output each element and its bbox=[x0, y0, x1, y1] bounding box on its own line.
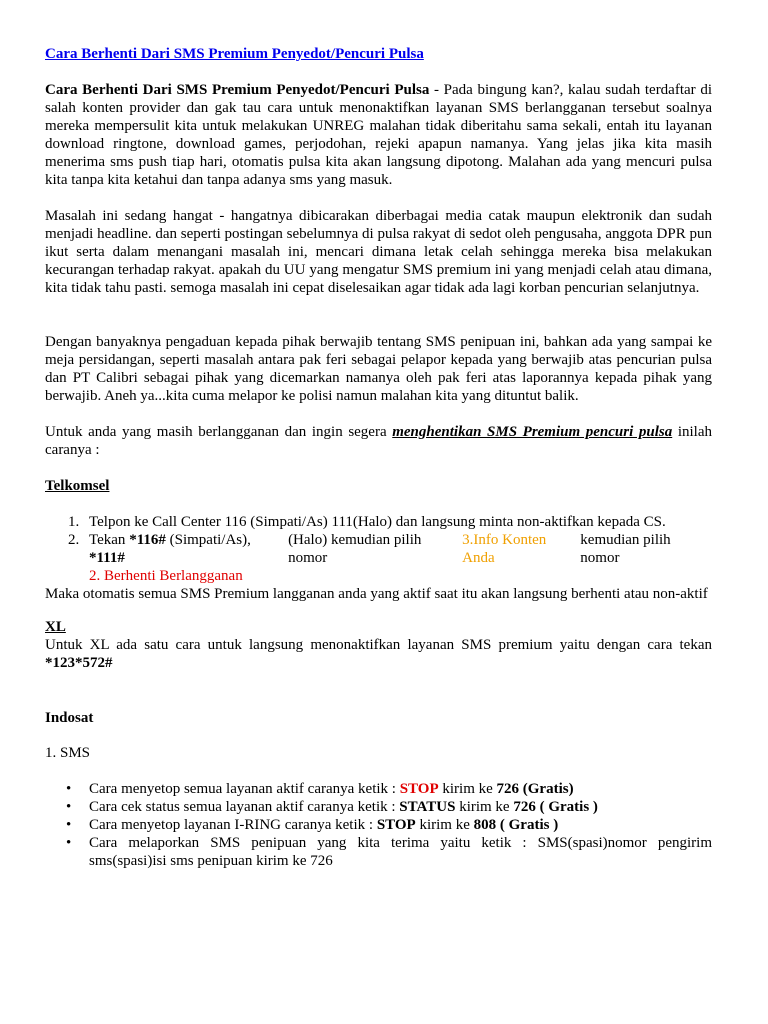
telkomsel-heading: Telkomsel bbox=[45, 478, 110, 494]
paragraph-4 bbox=[45, 423, 712, 459]
telkomsel-item-2 bbox=[89, 531, 712, 585]
telkomsel-item-2-number: 2. bbox=[68, 532, 80, 548]
para4-before: Untuk anda yang masih berlangganan dan ingin segera bbox=[45, 424, 393, 440]
indosat-bullet-1: Cara menyetop semua layanan aktif caranya ketik : STOP kirim ke 726 (Gratis) bbox=[89, 781, 574, 797]
telkomsel-item-1: Telpon ke Call Center 116 (Simpati/As) 111(Halo) dan langsung minta non-aktifkan kepada CS. bbox=[89, 514, 666, 530]
xl-heading: XL bbox=[45, 619, 66, 635]
xl-paragraph: Untuk XL ada satu cara untuk langsung menonaktifkan layanan SMS premium yaitu dengan cara tekan *123*572# bbox=[45, 637, 712, 671]
intro-bold-lead: Cara Berhenti Dari SMS Premium Penyedot/Pencuri Pulsa bbox=[45, 82, 430, 98]
indosat-heading: Indosat bbox=[45, 710, 94, 726]
menu-berhenti-berlangganan: 2. Berhenti Berlangganan bbox=[89, 568, 243, 584]
para4-after: inilah caranya : bbox=[45, 424, 712, 458]
telkomsel-item-1-number: 1. bbox=[68, 514, 80, 530]
maka-paragraph: Maka otomatis semua SMS Premium langganan anda yang aktif saat itu akan langsung berhenti atau non-aktif bbox=[45, 586, 708, 602]
indosat-bullet-4: Cara melaporkan SMS penipuan yang kita terima yaitu ketik : SMS(spasi)nomor pengirim sms(spasi)isi sms penipuan kirim ke 726 bbox=[89, 835, 712, 869]
paragraph-2: Masalah ini sedang hangat - hangatnya dibicarakan diberbagai media catak maupun elektronik dan sudah menjadi headline. dan seperti postingan sebelumnya di pulsa rakyat di sedot oleh pengusaha, anggota DPR pun ikut serta dalam menangani masalah ini, mencari dimana letak celah sehingga mereka bisa melakukan kecurangan terhadap rakyat. apakah du UU yang mengatur SMS premium ini yang menjadi celah atau dimana, kita tidak tahu pasti. semoga masalah ini cepat diselesaikan agar tidak ada lagi korban pencurian selanjutnya. bbox=[45, 208, 712, 296]
indosat-bullet-2: Cara cek status semua layanan aktif caranya ketik : STATUS kirim ke 726 ( Gratis ) bbox=[89, 799, 598, 815]
keyword-stop: STOP bbox=[399, 781, 439, 797]
bullet-dot: • bbox=[66, 817, 72, 833]
title-paragraph bbox=[45, 45, 712, 63]
keyword-status: STATUS bbox=[399, 799, 456, 815]
telkomsel-item-2-line-1: Tekan *116# (Simpati/As), *111# (Halo) kemudian pilih nomor 3.Info Konten Anda kemudian pilih nomor bbox=[89, 532, 671, 566]
title-link[interactable]: Cara Berhenti Dari SMS Premium Penyedot/Pencuri Pulsa bbox=[45, 46, 424, 62]
bullet-dot: • bbox=[66, 835, 72, 851]
intro-text: - Pada bingung kan?, kalau sudah terdaftar di salah konten provider dan gak tau cara untuk menonaktifkan layanan SMS berlangganan tersebut soalnya mereka mempersulit kita untuk melakukan UNREG malahan tidak diberitahu sama sekali, entah itu layanan download ringtone, download games, perjodohan, rejeki apapun namanya. Yang jelas jika kita masih menerima sms push tiap hari, otomatis pulsa kita akan langsung dipotong. Malahan ada yang mencuri pulsa kita tanpa kita ketahui dan tanpa adanya sms yang masuk. bbox=[45, 82, 712, 188]
code-halo: *111# bbox=[89, 550, 125, 566]
menu-info-konten: 3.Info Konten Anda bbox=[462, 532, 547, 566]
intro-paragraph bbox=[45, 81, 712, 189]
keyword-stop-iring: STOP bbox=[376, 817, 416, 833]
xl-code: *123*572# bbox=[45, 655, 113, 671]
paragraph-3: Dengan banyaknya pengaduan kepada pihak berwajib tentang SMS penipuan ini, bahkan ada yang sampai ke meja persidangan, seperti masalah antara pak feri sebagai pelapor kepada yang berwajib atas pencurian pulsa dan PT Calibri sebagai pihak yang dicemarkan namanya oleh pak feri atas laporannya kepada pihak yang berwajib. Aneh ya...kita cuma melapor ke polisi namun malahan kita yang dituntut balik. bbox=[45, 334, 712, 404]
bullet-dot: • bbox=[66, 799, 72, 815]
indosat-sms-subheading: 1. SMS bbox=[45, 745, 91, 761]
code-simpati: *116# bbox=[129, 532, 166, 548]
indosat-bullet-3: Cara menyetop layanan I-RING caranya ketik : STOP kirim ke 808 ( Gratis ) bbox=[89, 817, 559, 833]
para4-emphasis-link[interactable]: menghentikan SMS Premium pencuri pulsa bbox=[392, 424, 673, 440]
telkomsel-item-2-line-2 bbox=[89, 567, 712, 585]
bullet-dot: • bbox=[66, 781, 72, 797]
